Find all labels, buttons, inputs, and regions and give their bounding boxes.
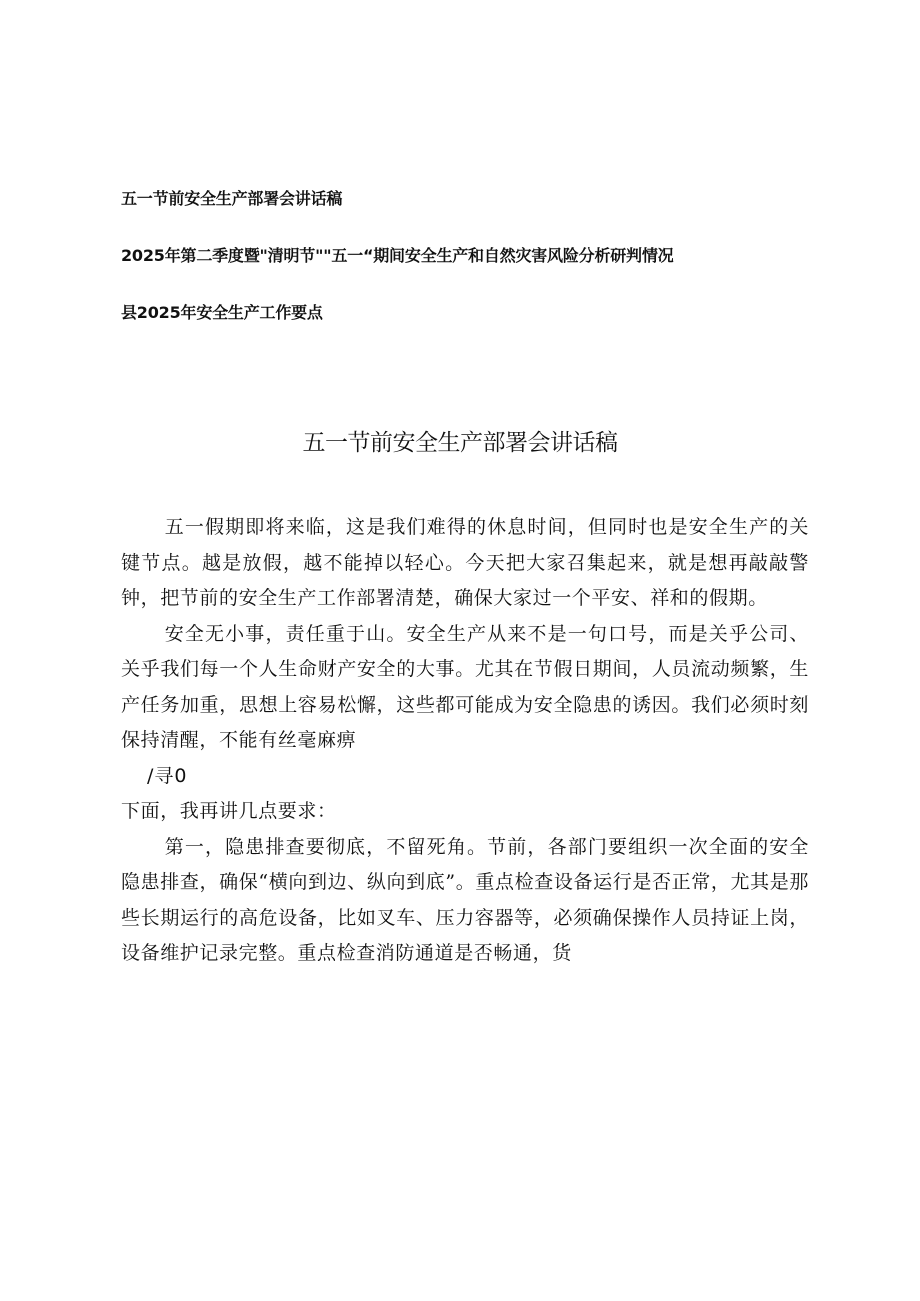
paragraph-intro: 五一假期即将来临，这是我们难得的休息时间，但同时也是安全生产的关键节点。越是放假，越不能掉以轻心。今天把大家召集起来，就是想再敲敲警钟，把节前的安全生产工作部署清楚，确保大家过一个平安、祥和的假期。 (121, 516, 809, 609)
toc-item: 五一节前安全生产部署会讲话稿 (121, 189, 343, 208)
document-body (121, 510, 809, 972)
toc-item: 2025年第二季度暨"清明节""五一“期间安全生产和自然灾害风险分析研判情况 (121, 246, 674, 265)
paragraph-safety: 安全无小事，责任重于山。安全生产从来不是一句口号，而是关乎公司、关乎我们每一个人生命财产安全的大事。尤其在节假日期间，人员流动频繁，生产任务加重，思想上容易松懈，这些都可能成为安全隐患的诱因。我们必须时刻保持清醒，不能有丝毫麻痹 (121, 622, 809, 751)
table-of-contents (121, 188, 861, 359)
document-title: 五一节前安全生产部署会讲话稿 (302, 430, 618, 456)
toc-item: 县2025年安全生产工作要点 (121, 303, 323, 322)
paragraph-requirements-intro: 下面，我再讲几点要求： (121, 800, 337, 822)
stray-text: /寻0 (147, 764, 188, 787)
paragraph-first-requirement: 第一，隐患排查要彻底，不留死角。节前，各部门要组织一次全面的安全隐患排查，确保“横向到边、纵向到底”。重点检查设备运行是否正常，尤其是那些长期运行的高危设备，比如叉车、压力容器等，必须确保操作人员持证上岗，设备维护记录完整。重点检查消防通道是否畅通，货 (121, 835, 809, 964)
